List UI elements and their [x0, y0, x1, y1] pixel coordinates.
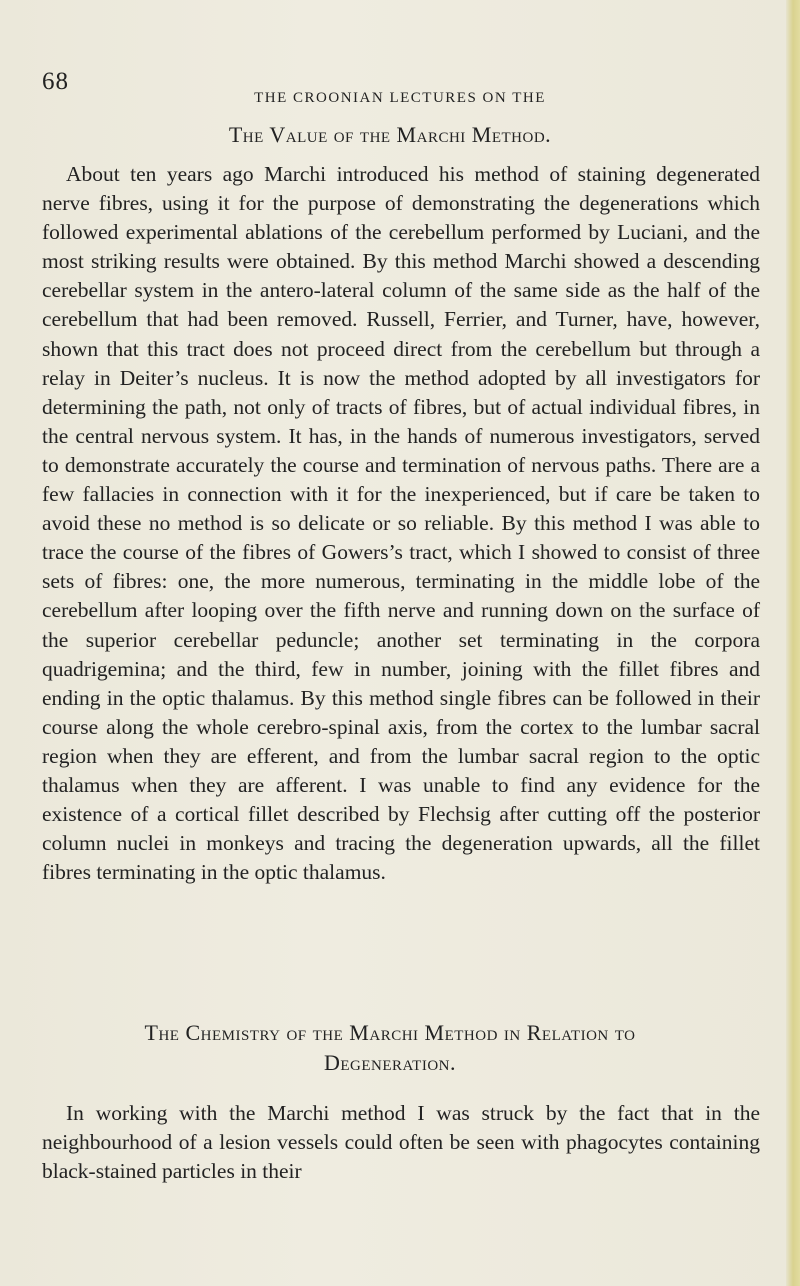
section-heading-chemistry-line2: Degeneration. [323, 1050, 457, 1075]
page-number: 68 [42, 68, 69, 95]
running-head: THE CROONIAN LECTURES ON THE [254, 90, 546, 106]
section-heading-chemistry [0, 1018, 780, 1078]
section-heading-marchi-method: The Value of the Marchi Method. [228, 122, 552, 147]
body-paragraph-chemistry: In working with the Marchi method I was struck by the fact that in the neighbourhood of a lesion vessels could often be seen with phagocytes containing black-stained particles in their [42, 1101, 760, 1184]
page-edge [786, 0, 800, 1286]
section-heading-chemistry-line1: The Chemistry of the Marchi Method in Relation to [144, 1020, 636, 1045]
body-paragraph-marchi-method: About ten years ago Marchi introduced his method of staining degenerated nerve fibres, using it for the purpose of demonstrating the degenerations which followed experimental ablations of the cerebellum performed by Luciani, and the most striking results were obtained. By this method Marchi showed a descending cerebellar system in the antero-lateral column of the same side as the half of the cerebellum that had been removed. Russell, Ferrier, and Turner, have, however, shown that this tract does not proceed direct from the cerebellum but through a relay in Deiter’s nucleus. It is now the method adopted by all investigators for determining the path, not only of tracts of fibres, but of actual individual fibres, in the central nervous system. It has, in the hands of numerous investigators, served to demonstrate accurately the course and termination of nervous paths. There are a few fallacies in connection with it for the inexperienced, but if care be taken to avoid these no method is so delicate or so reliable. By this method I was able to trace the course of the fibres of Gowers’s tract, which I showed to consist of three sets of fibres: one, the more numerous, terminating in the middle lobe of the cerebellum after looping over the fifth nerve and running down on the surface of the superior cerebellar peduncle; another set terminating in the corpora quadrigemina; and the third, few in number, joining with the fillet fibres and ending in the optic thalamus. By this method single fibres can be followed in their course along the whole cerebro-spinal axis, from the cortex to the lumbar sacral region when they are efferent, and from the lumbar sacral region to the optic thalamus when they are afferent. I was unable to find any evidence for the existence of a cortical fillet described by Flechsig after cutting off the posterior column nuclei in monkeys and tracing the degeneration upwards, all the fillet fibres terminating in the optic thalamus. [42, 162, 760, 885]
